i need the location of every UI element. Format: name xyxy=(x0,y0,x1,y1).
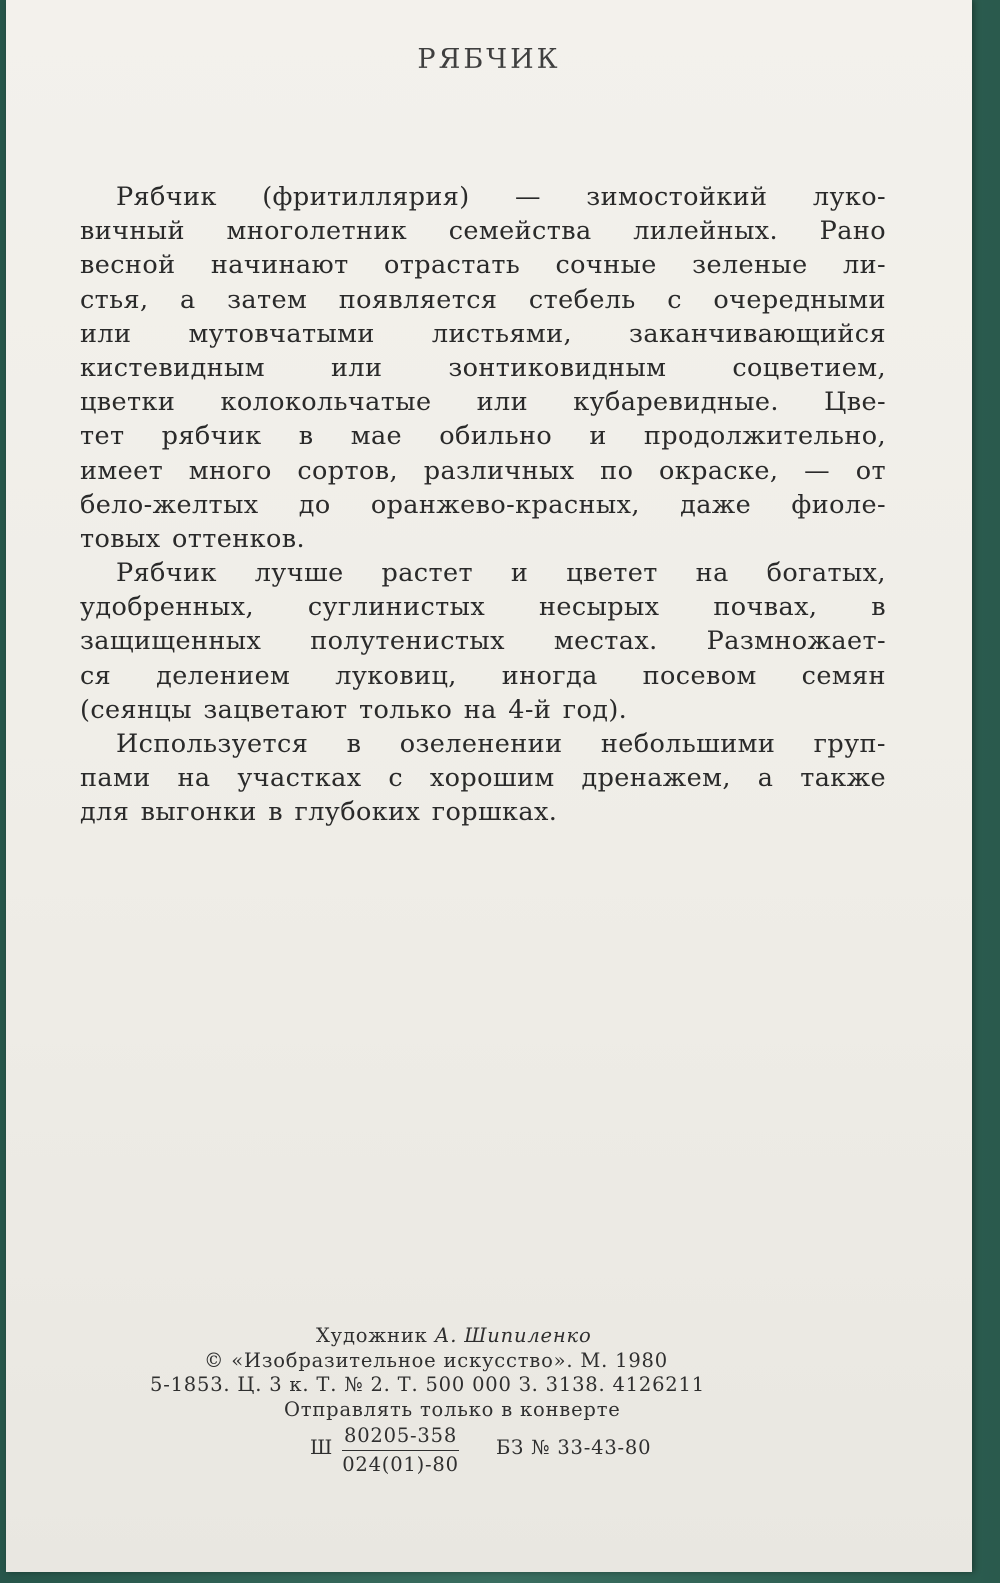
postcard-back xyxy=(6,0,972,1572)
word: на xyxy=(695,558,729,589)
word: даже xyxy=(680,489,752,520)
card-title: РЯБЧИК xyxy=(417,44,561,75)
word: суглинистых xyxy=(307,592,486,623)
word: Рябчик xyxy=(116,558,217,589)
word: зацветают xyxy=(203,694,348,725)
word: горшках. xyxy=(431,797,558,828)
word: несырых xyxy=(539,592,660,623)
word: семян xyxy=(801,660,886,691)
word: луковиц, xyxy=(335,660,457,691)
word: лилейных. xyxy=(633,216,779,247)
word: различных xyxy=(423,455,575,486)
catalog-code-fraction xyxy=(342,1424,459,1477)
word: в xyxy=(346,729,362,759)
word: обильно xyxy=(439,421,553,452)
artist-credit xyxy=(146,1324,906,1349)
word: в xyxy=(268,797,283,828)
text-line xyxy=(80,488,886,522)
word: оранжево-красных, xyxy=(370,489,640,520)
word: а xyxy=(757,763,774,794)
word: зеленые xyxy=(692,250,808,281)
word: кистевидным xyxy=(80,352,265,383)
mailing-note: Отправлять только в конверте xyxy=(284,1397,621,1421)
word: и xyxy=(589,421,607,452)
word: богатых, xyxy=(766,558,886,589)
word: очередными xyxy=(713,284,886,315)
word: отрастать xyxy=(383,250,521,281)
word: и xyxy=(510,558,529,589)
copyright-line: © «Изобразительное искусство». М. 1980 xyxy=(204,1348,668,1372)
word: — xyxy=(514,182,541,212)
word: заканчивающийся xyxy=(629,318,886,349)
word: стебель xyxy=(528,284,636,315)
word: начинают xyxy=(210,250,349,281)
word: ся xyxy=(80,660,112,691)
text-line xyxy=(80,317,886,351)
word: рябчик xyxy=(161,421,262,452)
word: для xyxy=(80,797,130,828)
word: дренажем, xyxy=(581,763,731,794)
word: мае xyxy=(350,421,403,452)
word: озеленении xyxy=(399,729,563,759)
word: тет xyxy=(80,421,125,452)
catalog-code-suffix: БЗ № 33-43-80 xyxy=(496,1436,652,1459)
text-line xyxy=(80,795,886,829)
text-line xyxy=(80,522,886,556)
word: удобренных, xyxy=(80,592,254,623)
word: полутенистых xyxy=(310,626,505,657)
word: появляется xyxy=(338,284,498,315)
word: колокольчатые xyxy=(220,387,432,418)
word: иногда xyxy=(501,660,598,691)
catalog-code-prefix: Ш xyxy=(310,1436,334,1459)
word: год). xyxy=(562,694,628,725)
word: сортов, xyxy=(297,455,399,486)
text-line xyxy=(80,419,886,453)
word: стья, xyxy=(80,284,149,315)
word: хорошим xyxy=(429,763,555,794)
word: или xyxy=(330,352,383,383)
word: местах. xyxy=(553,626,658,657)
word: Рано xyxy=(819,216,886,247)
word: 4-й xyxy=(508,694,552,725)
word: груп- xyxy=(813,729,886,759)
word: с xyxy=(388,763,404,794)
word: на xyxy=(463,694,497,725)
word: посевом xyxy=(642,660,757,691)
text-line xyxy=(80,659,886,693)
word: зонтиковидным xyxy=(448,352,667,383)
catalog-code xyxy=(146,1424,906,1484)
word: пами xyxy=(80,763,151,794)
word: (сеянцы xyxy=(80,694,192,725)
word: сочные xyxy=(555,250,657,281)
catalog-code-denominator: 024(01)-80 xyxy=(342,1452,459,1476)
word: ли- xyxy=(842,250,886,281)
word: бело-желтых xyxy=(80,489,259,520)
word: затем xyxy=(227,284,308,315)
word: товых xyxy=(80,523,161,554)
word: Рябчик xyxy=(116,182,217,212)
text-line xyxy=(80,248,886,282)
text-line xyxy=(80,283,886,317)
text-line xyxy=(80,624,886,658)
print-specs-line: 5-1853. Ц. 3 к. Т. № 2. Т. 500 000 З. 3138. 4126211 xyxy=(150,1373,705,1396)
word: листьями, xyxy=(431,318,572,349)
text-line xyxy=(80,761,886,795)
word: вичный xyxy=(80,216,185,247)
word: Размножает- xyxy=(706,626,886,657)
word: Цве- xyxy=(824,387,886,418)
word: многолетник xyxy=(226,216,408,247)
word: почвах, xyxy=(713,592,818,623)
word: только xyxy=(359,694,453,725)
text-line xyxy=(80,385,886,419)
word: окраске, xyxy=(659,455,779,486)
word: луко- xyxy=(812,182,886,212)
text-line xyxy=(80,693,886,727)
word: до xyxy=(298,489,331,520)
word: в xyxy=(871,592,886,623)
artist-name: А. Шипиленко xyxy=(434,1324,592,1347)
word: от xyxy=(855,455,886,486)
word: цветки xyxy=(80,387,176,418)
word: мутовчатыми xyxy=(188,318,375,349)
word: растет xyxy=(381,558,473,589)
publisher-imprint xyxy=(146,1324,906,1484)
word: оттенков. xyxy=(171,523,305,554)
text-line xyxy=(80,556,886,590)
text-line xyxy=(80,590,886,624)
word: продолжительно, xyxy=(643,421,886,452)
text-line xyxy=(80,180,886,214)
word: небольшими xyxy=(600,729,776,759)
text-line xyxy=(80,214,886,248)
word: фиоле- xyxy=(791,489,886,520)
catalog-code-numerator: 80205-358 xyxy=(342,1424,459,1451)
word: кубаревидные. xyxy=(573,387,779,418)
word: Используется xyxy=(116,729,309,759)
word: в xyxy=(298,421,314,452)
word: имеет xyxy=(80,455,164,486)
word: с xyxy=(667,284,682,315)
word: а xyxy=(179,284,196,315)
word: много xyxy=(188,455,272,486)
artist-label: Художник xyxy=(316,1324,428,1347)
word: соцветием, xyxy=(732,352,886,383)
word: весной xyxy=(80,250,176,281)
word: семейства xyxy=(448,216,592,247)
word: (фритиллярия) xyxy=(262,182,470,212)
word: участках xyxy=(237,763,362,794)
word: выгонки xyxy=(140,797,257,828)
text-line xyxy=(80,351,886,385)
word: также xyxy=(800,763,886,794)
word: — xyxy=(804,455,831,486)
text-line xyxy=(80,454,886,488)
card-body-text xyxy=(80,180,886,830)
word: защищенных xyxy=(80,626,262,657)
word: на xyxy=(177,763,211,794)
word: или xyxy=(476,387,529,418)
word: зимостойкий xyxy=(586,182,768,212)
text-line xyxy=(80,727,886,761)
word: по xyxy=(600,455,634,486)
word: делением xyxy=(156,660,291,691)
word: цветет xyxy=(566,558,658,589)
word: глубоких xyxy=(294,797,421,828)
word: лучше xyxy=(254,558,344,589)
word: или xyxy=(80,318,132,349)
